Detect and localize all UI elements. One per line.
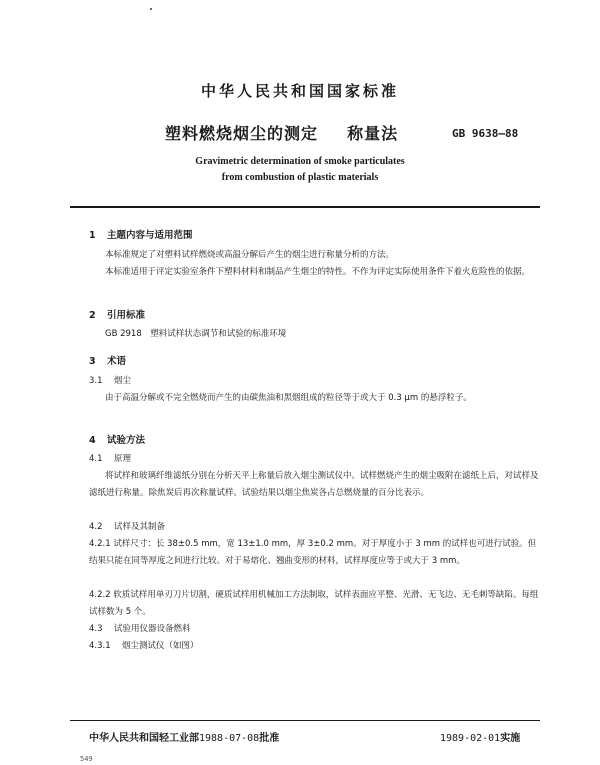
definition-smoke: 由于高温分解或不完全燃烧而产生的由碳焦油和黑烟组成的粒径等于或大于 0.3 μm 的悬浮粒子。 bbox=[105, 393, 472, 403]
specimen-size-paragraph bbox=[89, 536, 544, 570]
subsection-title: 烟尘 bbox=[113, 376, 131, 386]
subsection-4-3-1-heading bbox=[89, 638, 199, 655]
english-title-line-1: Gravimetric determination of smoke particulates bbox=[195, 156, 405, 167]
specimen-preparation-paragraph bbox=[89, 587, 544, 621]
subsection-4-3-heading bbox=[89, 621, 190, 638]
section-number: 1 bbox=[89, 230, 96, 241]
subsection-number: 4.3.1 bbox=[89, 641, 111, 651]
principle-paragraph: 将试样和玻璃纤维滤纸分别在分析天平上称量后放入烟尘测试仪中。试样燃烧产生的烟尘吸附在滤纸上后，对试样及滤纸进行称量。除焦炭后再次称量试样。试验结果以烟尘焦炭各占总燃烧量的百分比表示。 bbox=[89, 471, 539, 498]
subsection-title: 原理 bbox=[113, 454, 131, 464]
implementation-label: 实施 bbox=[500, 733, 521, 744]
section-1-paragraph-1: 本标准规定了对塑料试样燃烧或高温分解后产生的烟尘进行称量分析的方法。 bbox=[105, 250, 395, 260]
document-title bbox=[165, 121, 398, 144]
subsection-title: 试样及其制备 bbox=[113, 522, 165, 532]
english-title-line-2: from combustion of plastic materials bbox=[221, 172, 379, 183]
section-3-heading bbox=[89, 353, 126, 367]
header-divider bbox=[70, 206, 540, 208]
section-number: 4 bbox=[89, 435, 96, 446]
clause-text: 试样尺寸：长 38±0.5 mm，宽 13±1.0 mm，厚 3±0.2 mm。对于厚度小于 3 mm 的试样也可进行试验。但结果只能在同等厚度之间进行比较。对于易熔化、翘曲变形的材料，试样厚度应等于或大于 3 mm。 bbox=[89, 539, 537, 566]
standard-type-header: 中华人民共和国国家标准 bbox=[200, 82, 399, 100]
subsection-number: 3.1 bbox=[89, 376, 103, 386]
subsection-number: 4.1 bbox=[89, 454, 103, 464]
subsection-4-1-heading bbox=[89, 451, 131, 468]
section-number: 2 bbox=[89, 310, 96, 321]
subsection-number: 4.3 bbox=[89, 624, 103, 634]
section-title: 主题内容与适用范围 bbox=[107, 230, 193, 241]
section-1-heading bbox=[89, 227, 193, 241]
section-2-heading bbox=[89, 307, 145, 321]
section-4-heading bbox=[89, 432, 145, 446]
section-1-paragraph-2: 本标准适用于评定实验室条件下塑料材料和制品产生烟尘的特性。不作为评定实际使用条件下着火危险性的依据。 bbox=[105, 267, 531, 277]
clause-number: 4.2.2 bbox=[89, 590, 111, 600]
subsection-title: 试验用仪器设备燃料 bbox=[113, 624, 191, 634]
section-title: 试验方法 bbox=[107, 435, 146, 446]
approval-date: 1988-07-08 bbox=[199, 733, 260, 744]
clause-text: 软质试样用单刃刀片切割，硬质试样用机械加工方法制取，试样表面应平整、光滑、无飞边、无毛刺等缺陷。每组试样数为 5 个。 bbox=[89, 590, 539, 617]
section-title: 术语 bbox=[107, 356, 127, 367]
implementation-line bbox=[440, 729, 520, 744]
subsection-number: 4.2 bbox=[89, 522, 103, 532]
subsection-4-2-heading bbox=[89, 519, 165, 536]
title-cn: 塑料燃烧烟尘的测定 bbox=[165, 124, 319, 143]
subsection-title: 烟尘测试仪（如图） bbox=[122, 641, 199, 651]
footer-divider bbox=[70, 720, 540, 721]
clause-number: 4.2.1 bbox=[89, 539, 111, 549]
title-cn-method: 称量法 bbox=[347, 124, 399, 143]
referenced-standard: GB 2918 塑料试样状态调节和试验的标准环境 bbox=[105, 329, 287, 339]
approval-org: 中华人民共和国轻工业部 bbox=[89, 733, 199, 744]
page-number: 549 bbox=[80, 755, 93, 763]
implementation-date: 1989-02-01 bbox=[440, 733, 501, 744]
approval-label: 批准 bbox=[259, 733, 280, 744]
subsection-3-1-heading bbox=[89, 373, 131, 390]
standard-number: GB 9638—88 bbox=[452, 127, 519, 140]
section-title: 引用标准 bbox=[107, 310, 146, 321]
approval-line bbox=[89, 729, 279, 744]
section-number: 3 bbox=[89, 356, 96, 367]
scan-mark bbox=[150, 8, 152, 10]
